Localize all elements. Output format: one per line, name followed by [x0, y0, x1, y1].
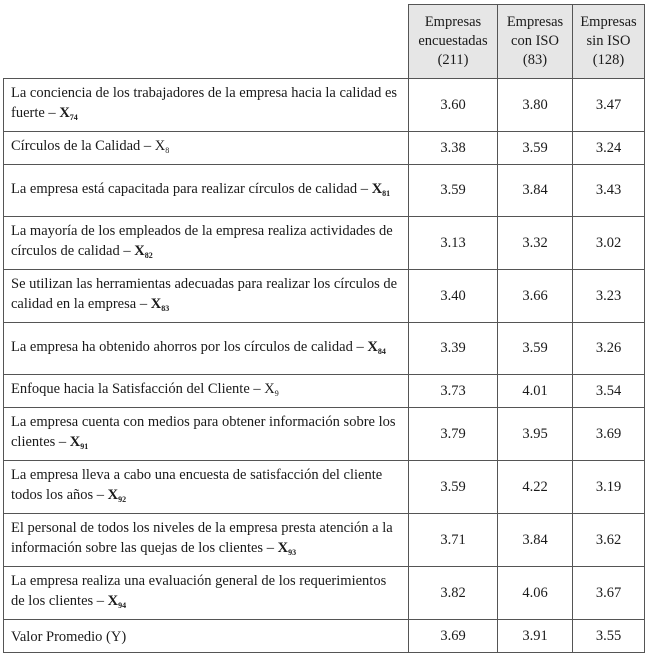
header-surveyed-companies	[409, 5, 498, 79]
variable-code	[108, 487, 126, 503]
table-row	[4, 323, 645, 375]
variable-subscript: 84	[377, 346, 386, 356]
variable-subscript: 94	[118, 601, 127, 610]
value-cell: 3.60	[409, 79, 498, 132]
value-cell: 3.73	[409, 375, 498, 408]
variable-letter: X	[107, 593, 119, 609]
results-table	[3, 4, 645, 653]
value-cell: 3.91	[498, 620, 573, 653]
value-cell: 3.59	[498, 323, 573, 375]
row-label-text: La conciencia de los trabajadores de la empresa hacia la calidad es fuerte –	[11, 85, 398, 121]
row-label-text: Se utilizan las herramientas adecuadas para realizar los círculos de calidad en la empresa –	[11, 276, 398, 312]
variable-subscript: 74	[69, 113, 78, 122]
variable-code	[372, 181, 390, 197]
table-row	[4, 567, 645, 620]
variable-letter: X	[59, 105, 70, 121]
row-label	[4, 323, 409, 375]
value-cell: 3.66	[498, 270, 573, 323]
row-label-text: La mayoría de los empleados de la empresa realiza actividades de círculos de calidad –	[11, 223, 393, 259]
header-row	[4, 5, 645, 79]
value-cell: 3.80	[498, 79, 573, 132]
row-label	[4, 514, 409, 567]
variable-subscript: 8	[165, 146, 170, 155]
header-blank-cell	[4, 5, 409, 79]
value-cell: 3.19	[573, 461, 645, 514]
row-label	[4, 408, 409, 461]
value-cell: 3.59	[409, 165, 498, 217]
variable-code	[151, 296, 169, 312]
table-body	[4, 79, 645, 653]
value-cell: 3.47	[573, 79, 645, 132]
variable-letter: X	[154, 138, 166, 154]
variable-subscript: 93	[288, 548, 297, 557]
value-cell: 3.62	[573, 514, 645, 567]
value-cell: 3.84	[498, 514, 573, 567]
value-cell: 3.32	[498, 217, 573, 270]
row-label-text: Círculos de la Calidad –	[11, 138, 155, 154]
header-line: Empresas	[506, 14, 564, 30]
value-cell: 3.95	[498, 408, 573, 461]
value-cell: 3.02	[573, 217, 645, 270]
table-row	[4, 165, 645, 217]
value-cell: 3.59	[409, 461, 498, 514]
row-label-text: La empresa realiza una evaluación general de los requerimientos de los clientes –	[11, 573, 387, 609]
header-count: (83)	[522, 52, 548, 68]
header-line: Empresas	[580, 14, 637, 30]
variable-code	[264, 381, 278, 397]
row-label-text: Valor Promedio (Y)	[11, 628, 127, 645]
variable-subscript: 81	[382, 188, 391, 198]
value-cell: 3.23	[573, 270, 645, 323]
table-row	[4, 461, 645, 514]
value-cell: 3.67	[573, 567, 645, 620]
row-label	[4, 165, 409, 217]
row-label-text: La empresa cuenta con medios para obtener información sobre los clientes –	[11, 414, 396, 450]
row-label-text: La empresa lleva a cabo una encuesta de satisfacción del cliente todos los años –	[11, 467, 383, 503]
header-line: Empresas	[424, 14, 482, 30]
row-label	[4, 461, 409, 514]
variable-letter: X	[134, 243, 145, 259]
variable-code	[155, 138, 169, 154]
value-cell: 3.38	[409, 132, 498, 165]
value-cell: 3.71	[409, 514, 498, 567]
variable-letter: X	[150, 296, 162, 312]
variable-code	[70, 434, 88, 450]
value-cell: 3.39	[409, 323, 498, 375]
row-label-text: Enfoque hacia la Satisfacción del Cliente –	[11, 381, 265, 397]
variable-subscript: 91	[80, 442, 89, 451]
header-line: sin ISO	[586, 33, 631, 49]
value-cell: 3.26	[573, 323, 645, 375]
header-count: (211)	[437, 52, 469, 68]
variable-code	[278, 540, 296, 556]
table-row	[4, 79, 645, 132]
variable-subscript: 82	[144, 251, 153, 260]
variable-letter: X	[277, 540, 289, 556]
value-cell: 4.01	[498, 375, 573, 408]
variable-letter: X	[69, 434, 81, 450]
header-line: encuestadas	[418, 33, 488, 49]
row-label	[4, 270, 409, 323]
table-row	[4, 217, 645, 270]
table-row	[4, 514, 645, 567]
header-iso-companies	[498, 5, 573, 79]
value-cell: 3.84	[498, 165, 573, 217]
variable-code	[59, 105, 77, 121]
table-row	[4, 132, 645, 165]
variable-code	[108, 593, 126, 609]
header-line: con ISO	[511, 33, 559, 49]
variable-letter: X	[264, 381, 275, 397]
row-label	[4, 132, 409, 165]
row-label-text: El personal de todos los niveles de la empresa presta atención a la información sobre las quejas de los clientes –	[11, 520, 393, 556]
row-label	[4, 375, 409, 408]
row-label-text: La empresa ha obtenido ahorros por los círculos de calidad –	[11, 338, 368, 355]
variable-letter: X	[367, 338, 378, 355]
header-count: (128)	[592, 52, 625, 68]
table-container	[3, 4, 645, 653]
header-non-iso-companies	[573, 5, 645, 79]
row-label	[4, 620, 409, 653]
value-cell: 3.55	[573, 620, 645, 653]
value-cell: 3.69	[409, 620, 498, 653]
value-cell: 3.82	[409, 567, 498, 620]
value-cell: 3.79	[409, 408, 498, 461]
value-cell: 3.40	[409, 270, 498, 323]
table-row	[4, 375, 645, 408]
table-row	[4, 620, 645, 653]
value-cell: 3.69	[573, 408, 645, 461]
value-cell: 3.13	[409, 217, 498, 270]
variable-subscript: 92	[118, 495, 127, 504]
variable-letter: X	[107, 487, 119, 503]
row-label	[4, 79, 409, 132]
variable-code	[367, 339, 385, 355]
row-label	[4, 567, 409, 620]
value-cell: 4.22	[498, 461, 573, 514]
value-cell: 3.59	[498, 132, 573, 165]
value-cell: 4.06	[498, 567, 573, 620]
value-cell: 3.43	[573, 165, 645, 217]
variable-subscript: 9	[274, 389, 279, 398]
table-row	[4, 270, 645, 323]
variable-subscript: 83	[161, 304, 170, 313]
row-label	[4, 217, 409, 270]
variable-code	[134, 243, 152, 259]
row-label-text: La empresa está capacitada para realizar círculos de calidad –	[11, 180, 372, 197]
table-row	[4, 408, 645, 461]
value-cell: 3.54	[573, 375, 645, 408]
value-cell: 3.24	[573, 132, 645, 165]
variable-letter: X	[371, 180, 383, 197]
